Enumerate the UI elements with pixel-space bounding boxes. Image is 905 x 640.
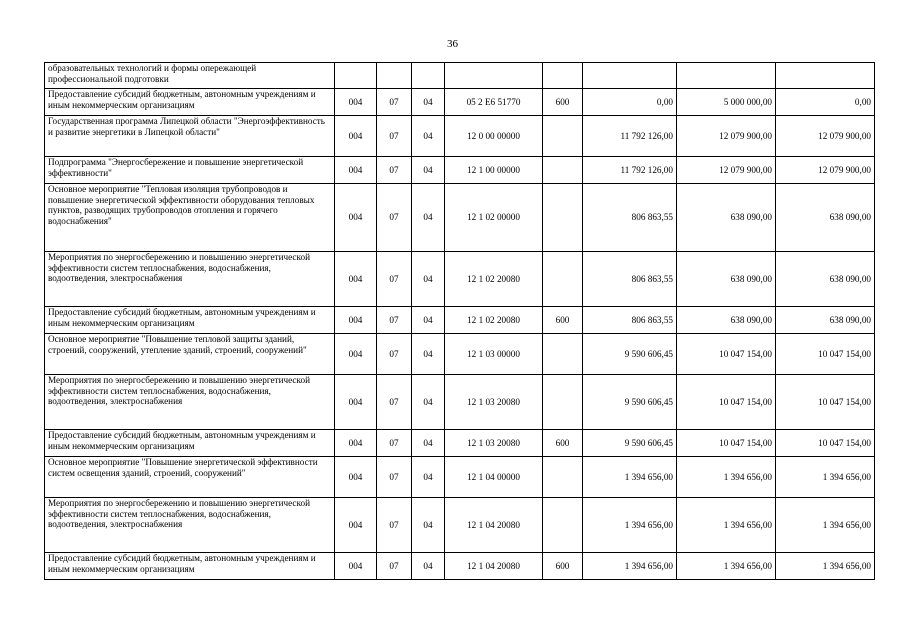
cell-sum-2: 10 047 154,00 (677, 334, 776, 375)
cell-rz: 07 (377, 184, 412, 252)
cell-sum-2: 12 079 900,00 (677, 116, 776, 157)
cell-sum-3: 1 394 656,00 (776, 553, 875, 580)
cell-sum-1: 806 863,55 (583, 184, 677, 252)
row-name: Предоставление субсидий бюджетным, автономным учреждениям и иным некоммерческим организациям (45, 430, 335, 457)
row-name: Государственная программа Липецкой области "Энергоэффективность и развитие энергетики в Липецкой области" (45, 116, 335, 157)
row-name: Мероприятия по энергосбережению и повышению энергетической эффективности систем теплоснабжения, водоснабжения, водоотведения, электроснабжения (45, 252, 335, 307)
cell-pr (412, 63, 445, 89)
cell-ved (335, 63, 377, 89)
cell-rz: 07 (377, 498, 412, 553)
table-row (45, 184, 875, 252)
cell-sum-2: 638 090,00 (677, 252, 776, 307)
page-number: 36 (447, 38, 458, 50)
cell-sum-2: 1 394 656,00 (677, 457, 776, 498)
cell-sum-2: 638 090,00 (677, 307, 776, 334)
cell-sum-3: 1 394 656,00 (776, 457, 875, 498)
cell-vr (543, 498, 583, 553)
cell-rz: 07 (377, 252, 412, 307)
table-row (45, 89, 875, 116)
cell-rz: 07 (377, 457, 412, 498)
row-name: Предоставление субсидий бюджетным, автономным учреждениям и иным некоммерческим организациям (45, 553, 335, 580)
cell-ved: 004 (335, 307, 377, 334)
cell-vr (543, 375, 583, 430)
cell-vr (543, 184, 583, 252)
cell-csr: 12 1 00 00000 (445, 157, 543, 184)
cell-sum-1: 806 863,55 (583, 307, 677, 334)
cell-sum-1: 1 394 656,00 (583, 457, 677, 498)
cell-ved: 004 (335, 157, 377, 184)
cell-csr: 12 1 03 20080 (445, 375, 543, 430)
cell-sum-2: 638 090,00 (677, 184, 776, 252)
table-row (45, 375, 875, 430)
cell-pr: 04 (412, 430, 445, 457)
cell-vr (543, 252, 583, 307)
cell-csr: 12 1 04 20080 (445, 498, 543, 553)
cell-pr: 04 (412, 252, 445, 307)
cell-csr: 12 1 02 20080 (445, 252, 543, 307)
cell-rz (377, 63, 412, 89)
cell-sum-2: 5 000 000,00 (677, 89, 776, 116)
cell-csr (445, 63, 543, 89)
cell-vr (543, 63, 583, 89)
cell-sum-1: 0,00 (583, 89, 677, 116)
cell-pr: 04 (412, 307, 445, 334)
row-name: Мероприятия по энергосбережению и повышению энергетической эффективности систем теплоснабжения, водоснабжения, водоотведения, электроснабжения (45, 498, 335, 553)
cell-sum-3: 638 090,00 (776, 307, 875, 334)
cell-ved: 004 (335, 116, 377, 157)
row-name: Предоставление субсидий бюджетным, автономным учреждениям и иным некоммерческим организациям (45, 307, 335, 334)
cell-sum-1 (583, 63, 677, 89)
cell-ved: 004 (335, 334, 377, 375)
cell-csr: 12 1 04 00000 (445, 457, 543, 498)
cell-pr: 04 (412, 184, 445, 252)
cell-sum-1: 1 394 656,00 (583, 553, 677, 580)
cell-ved: 004 (335, 498, 377, 553)
cell-pr: 04 (412, 375, 445, 430)
cell-sum-1: 11 792 126,00 (583, 116, 677, 157)
cell-csr: 05 2 Е6 51770 (445, 89, 543, 116)
cell-sum-3: 10 047 154,00 (776, 334, 875, 375)
table-row (45, 334, 875, 375)
cell-csr: 12 1 03 00000 (445, 334, 543, 375)
cell-sum-1: 1 394 656,00 (583, 498, 677, 553)
cell-sum-2: 10 047 154,00 (677, 375, 776, 430)
row-name: Мероприятия по энергосбережению и повышению энергетической эффективности систем теплоснабжения, водоснабжения, водоотведения, электроснабжения (45, 375, 335, 430)
cell-vr (543, 157, 583, 184)
table-row (45, 553, 875, 580)
cell-sum-3: 10 047 154,00 (776, 430, 875, 457)
cell-sum-1: 9 590 606,45 (583, 430, 677, 457)
cell-ved: 004 (335, 252, 377, 307)
cell-csr: 12 1 04 20080 (445, 553, 543, 580)
table-row (45, 157, 875, 184)
table-row (45, 63, 875, 89)
table-row (45, 457, 875, 498)
cell-vr (543, 334, 583, 375)
cell-vr (543, 457, 583, 498)
cell-vr: 600 (543, 89, 583, 116)
table-row (45, 116, 875, 157)
cell-sum-3: 12 079 900,00 (776, 116, 875, 157)
cell-ved: 004 (335, 430, 377, 457)
budget-table (44, 62, 875, 580)
cell-sum-3: 12 079 900,00 (776, 157, 875, 184)
cell-pr: 04 (412, 89, 445, 116)
table-row (45, 307, 875, 334)
row-name: Основное мероприятие "Тепловая изоляция трубопроводов и повышение энергетической эффективности оборудования тепловых пунктов, разводящих трубопроводов отопления и горячего водоснабжения" (45, 184, 335, 252)
cell-pr: 04 (412, 457, 445, 498)
cell-csr: 12 1 02 00000 (445, 184, 543, 252)
cell-ved: 004 (335, 184, 377, 252)
row-name: Подпрограмма "Энергосбережение и повышение энергетической эффективности" (45, 157, 335, 184)
cell-sum-3: 638 090,00 (776, 252, 875, 307)
cell-rz: 07 (377, 430, 412, 457)
cell-pr: 04 (412, 498, 445, 553)
cell-pr: 04 (412, 553, 445, 580)
cell-sum-2: 10 047 154,00 (677, 430, 776, 457)
cell-rz: 07 (377, 307, 412, 334)
cell-sum-1: 806 863,55 (583, 252, 677, 307)
table-row (45, 498, 875, 553)
cell-sum-2: 1 394 656,00 (677, 553, 776, 580)
cell-ved: 004 (335, 375, 377, 430)
cell-rz: 07 (377, 116, 412, 157)
cell-rz: 07 (377, 375, 412, 430)
cell-sum-1: 11 792 126,00 (583, 157, 677, 184)
cell-sum-3: 638 090,00 (776, 184, 875, 252)
row-name: Предоставление субсидий бюджетным, автономным учреждениям и иным некоммерческим организациям (45, 89, 335, 116)
cell-sum-2: 1 394 656,00 (677, 498, 776, 553)
cell-pr: 04 (412, 334, 445, 375)
cell-sum-3 (776, 63, 875, 89)
row-name: Основное мероприятие "Повышение энергетической эффективности систем освещения зданий, строений, сооружений" (45, 457, 335, 498)
cell-pr: 04 (412, 116, 445, 157)
table-row (45, 252, 875, 307)
cell-sum-1: 9 590 606,45 (583, 334, 677, 375)
row-name: Основное мероприятие "Повышение тепловой защиты зданий, строений, сооружений, утепление зданий, строений, сооружений" (45, 334, 335, 375)
cell-vr: 600 (543, 307, 583, 334)
cell-sum-2: 12 079 900,00 (677, 157, 776, 184)
cell-rz: 07 (377, 553, 412, 580)
cell-sum-2 (677, 63, 776, 89)
cell-vr: 600 (543, 430, 583, 457)
cell-csr: 12 0 00 00000 (445, 116, 543, 157)
cell-vr: 600 (543, 553, 583, 580)
cell-csr: 12 1 02 20080 (445, 307, 543, 334)
cell-ved: 004 (335, 553, 377, 580)
cell-sum-3: 0,00 (776, 89, 875, 116)
table-row (45, 430, 875, 457)
cell-csr: 12 1 03 20080 (445, 430, 543, 457)
cell-rz: 07 (377, 157, 412, 184)
cell-rz: 07 (377, 89, 412, 116)
cell-rz: 07 (377, 334, 412, 375)
cell-ved: 004 (335, 89, 377, 116)
cell-pr: 04 (412, 157, 445, 184)
cell-vr (543, 116, 583, 157)
row-name: образовательных технологий и формы опережающей профессиональной подготовки (45, 63, 335, 89)
cell-sum-3: 1 394 656,00 (776, 498, 875, 553)
cell-sum-1: 9 590 606,45 (583, 375, 677, 430)
cell-sum-3: 10 047 154,00 (776, 375, 875, 430)
cell-ved: 004 (335, 457, 377, 498)
